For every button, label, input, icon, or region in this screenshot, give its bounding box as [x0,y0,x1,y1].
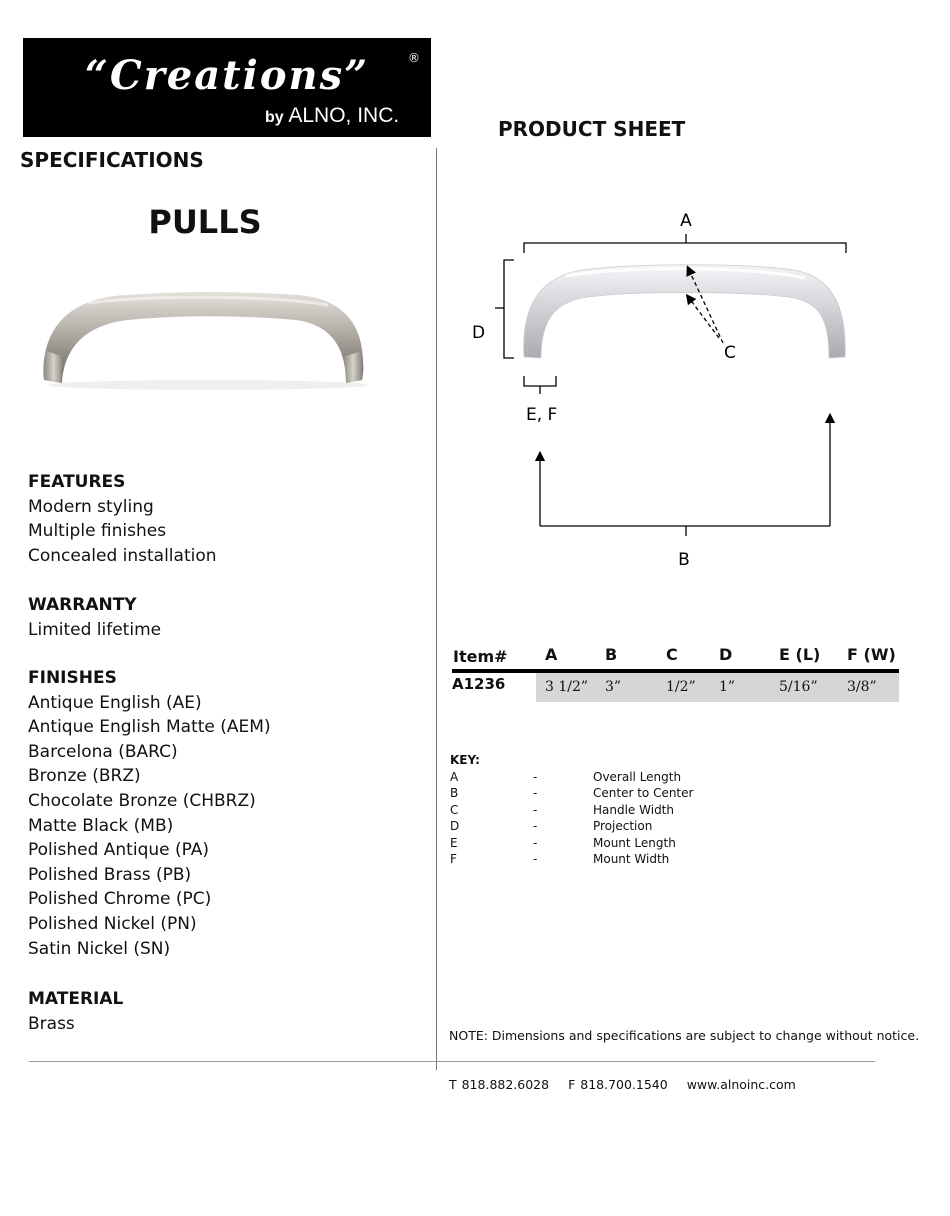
key-row [450,851,750,868]
brand-logo [23,38,431,137]
specifications-title: SPECIFICATIONS [20,148,204,172]
pull-drawing [524,265,846,358]
cell-c: 1/2” [666,679,696,695]
table-row [536,673,899,702]
column-divider [436,148,437,1070]
key-dash: - [533,786,538,800]
logo-byline [265,104,399,128]
key-letter: C [450,802,459,817]
key-meaning: Overall Length [593,769,682,784]
dimension-key [450,752,750,868]
table-item-cell [452,673,536,702]
feature-item: Multiple finishes [28,521,167,542]
key-letter: A [450,769,459,784]
key-title: KEY: [450,753,480,767]
footer-divider [29,1061,875,1062]
header-f: F (W) [847,645,896,664]
key-row [450,818,750,835]
label-a: A [680,211,692,231]
header-e: E (L) [779,645,821,664]
key-meaning: Projection [593,819,653,833]
key-row [450,785,750,802]
category-title: PULLS [148,203,262,241]
material-heading: MATERIAL [28,989,124,1009]
product-sheet-title: PRODUCT SHEET [498,117,686,141]
feature-item: Concealed installation [28,545,217,566]
finish-item: Antique English Matte (AEM) [28,717,271,738]
key-letter: D [450,819,460,833]
finish-item: Polished Chrome (PC) [28,889,212,910]
header-d: D [719,645,733,664]
label-d: D [472,323,486,343]
key-letter: F [450,852,457,866]
header-b: B [605,645,618,664]
key-row [450,802,750,819]
cell-a: 3 1/2” [545,679,589,695]
key-dash: - [533,769,538,784]
finishes-heading: FINISHES [28,668,117,688]
material-section [28,987,123,1036]
finish-item: Bronze (BRZ) [28,766,141,787]
dimension-c-arrow-bottom [689,298,719,338]
label-ef: E, F [526,405,558,425]
finish-item: Chocolate Bronze (CHBRZ) [28,790,256,811]
header-item: Item# [453,647,508,666]
header-c: C [666,645,678,664]
material-value: Brass [28,1013,75,1034]
key-row [450,835,750,852]
features-heading: FEATURES [28,472,126,492]
header-a: A [545,645,558,664]
finish-item: Polished Brass (PB) [28,864,192,885]
registered-mark: ® [408,51,420,65]
key-meaning: Center to Center [593,786,694,800]
key-meaning: Mount Width [593,852,670,866]
finish-item: Polished Antique (PA) [28,840,210,861]
phone-number: T 818.882.6028 [449,1077,550,1092]
key-dash: - [533,802,538,817]
warranty-section [28,593,161,642]
table-header [452,645,899,669]
dimension-ef-bracket [524,376,556,386]
key-row [450,769,750,786]
key-meaning: Mount Length [593,835,676,850]
label-c: C [724,343,736,363]
cell-d: 1” [719,679,736,695]
cell-f: 3/8” [847,679,877,695]
label-b: B [678,550,690,570]
cell-e: 5/16” [779,679,818,695]
logo-byline-prefix: by [265,109,284,126]
finishes-section [28,666,271,961]
item-number: A1236 [452,675,506,693]
spec-table [452,645,899,702]
key-dash: - [533,852,538,866]
warranty-value: Limited lifetime [28,619,162,640]
key-letter: B [450,786,459,800]
key-dash: - [533,835,538,850]
website-link[interactable]: www.alnoinc.com [686,1077,796,1092]
dimension-d-bracket [504,260,514,358]
dimension-diagram [455,200,905,580]
key-meaning: Handle Width [593,802,674,817]
disclaimer-note: NOTE: Dimensions and specifications are subject to change without notice. [449,1028,920,1043]
product-photo [28,275,388,395]
finish-item: Satin Nickel (SN) [28,938,171,959]
key-dash: - [533,819,538,833]
feature-item: Modern styling [28,496,154,517]
key-letter: E [450,835,458,850]
logo-company: ALNO, INC. [288,104,400,127]
finish-item: Barcelona (BARC) [28,741,178,762]
finish-item: Polished Nickel (PN) [28,913,197,934]
finish-item: Antique English (AE) [28,692,202,713]
logo-brand-text: “Creations” [84,52,370,99]
dimension-a-bracket [524,243,846,253]
fax-number: F 818.700.1540 [568,1077,668,1092]
warranty-heading: WARRANTY [28,595,137,615]
contact-info [449,1077,810,1092]
finish-item: Matte Black (MB) [28,815,174,836]
cell-b: 3” [605,679,622,695]
features-section [28,470,217,568]
